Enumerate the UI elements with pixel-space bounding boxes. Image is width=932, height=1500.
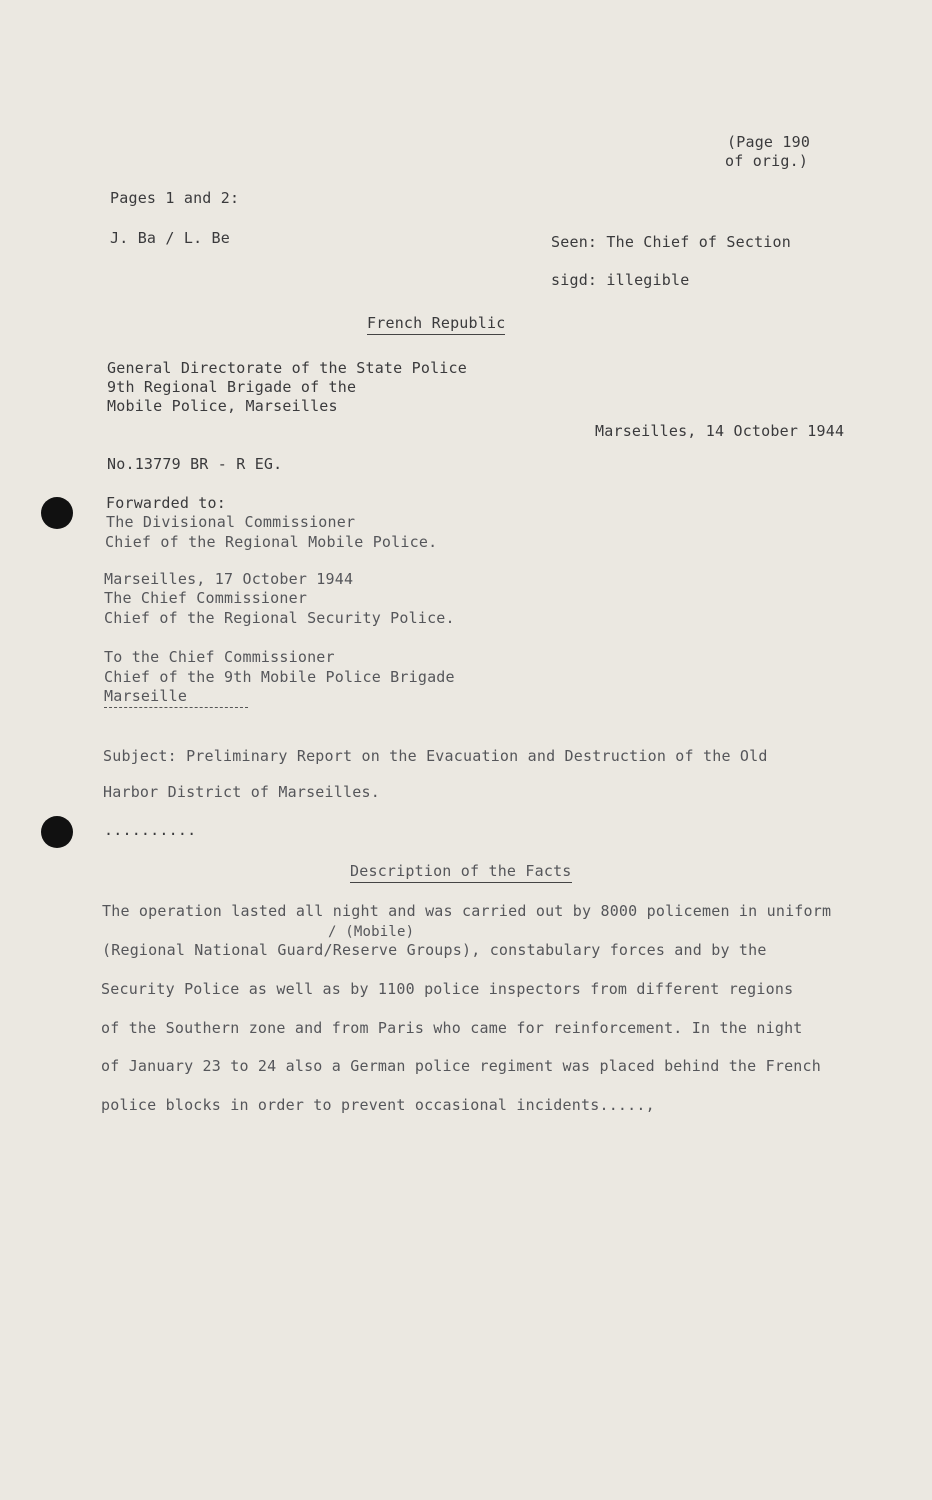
subject-line1: Subject: Preliminary Report on the Evacuation and Destruction of the Old (103, 747, 768, 765)
second-forward-line3: Chief of the Regional Security Police. (104, 609, 455, 627)
sender-line1: General Directorate of the State Police (107, 359, 467, 377)
second-forward-line1: Marseilles, 17 October 1944 (104, 570, 354, 588)
body-line1: The operation lasted all night and was carried out by 8000 policemen in uniform (102, 902, 832, 920)
subject-line2: Harbor District of Marseilles. (103, 783, 380, 801)
sender-line2: 9th Regional Brigade of the (107, 378, 357, 396)
punch-hole-top (41, 497, 73, 529)
republic-title: French Republic (367, 314, 505, 335)
forwarded-line2: The Divisional Commissioner (106, 513, 356, 531)
initials: J. Ba / L. Be (110, 229, 230, 247)
signed-line: sigd: illegible (551, 271, 690, 289)
page-reference-line1: (Page 190 (727, 133, 811, 151)
second-forward-line2: The Chief Commissioner (104, 589, 308, 607)
body-line3: Security Police as well as by 1100 police inspectors from different regions (101, 980, 794, 998)
addressee-line2: Chief of the 9th Mobile Police Brigade (104, 668, 455, 686)
forwarded-line3: Chief of the Regional Mobile Police. (105, 533, 438, 551)
seen-line: Seen: The Chief of Section (551, 233, 791, 251)
body-line5: of January 23 to 24 also a German police regiment was placed behind the French (101, 1057, 821, 1075)
addressee-line3: Marseille (104, 687, 248, 708)
forwarded-line1: Forwarded to: (106, 494, 226, 512)
page-reference-line2: of orig.) (725, 152, 809, 170)
body-insert: / (Mobile) (328, 924, 415, 940)
body-line2: (Regional National Guard/Reserve Groups), constabulary forces and by the (102, 941, 767, 959)
pages-note: Pages 1 and 2: (110, 189, 240, 207)
addressee-line1: To the Chief Commissioner (104, 648, 335, 666)
ellipsis-separator: .......... (104, 821, 197, 839)
reference-number: No.13779 BR - R EG. (107, 455, 283, 473)
body-line6: police blocks in order to prevent occasional incidents....., (101, 1096, 655, 1114)
punch-hole-bottom (41, 816, 73, 848)
date-place: Marseilles, 14 October 1944 (595, 422, 845, 440)
section-title: Description of the Facts (350, 862, 572, 883)
sender-line3: Mobile Police, Marseilles (107, 397, 338, 415)
body-line4: of the Southern zone and from Paris who came for reinforcement. In the night (101, 1019, 803, 1037)
